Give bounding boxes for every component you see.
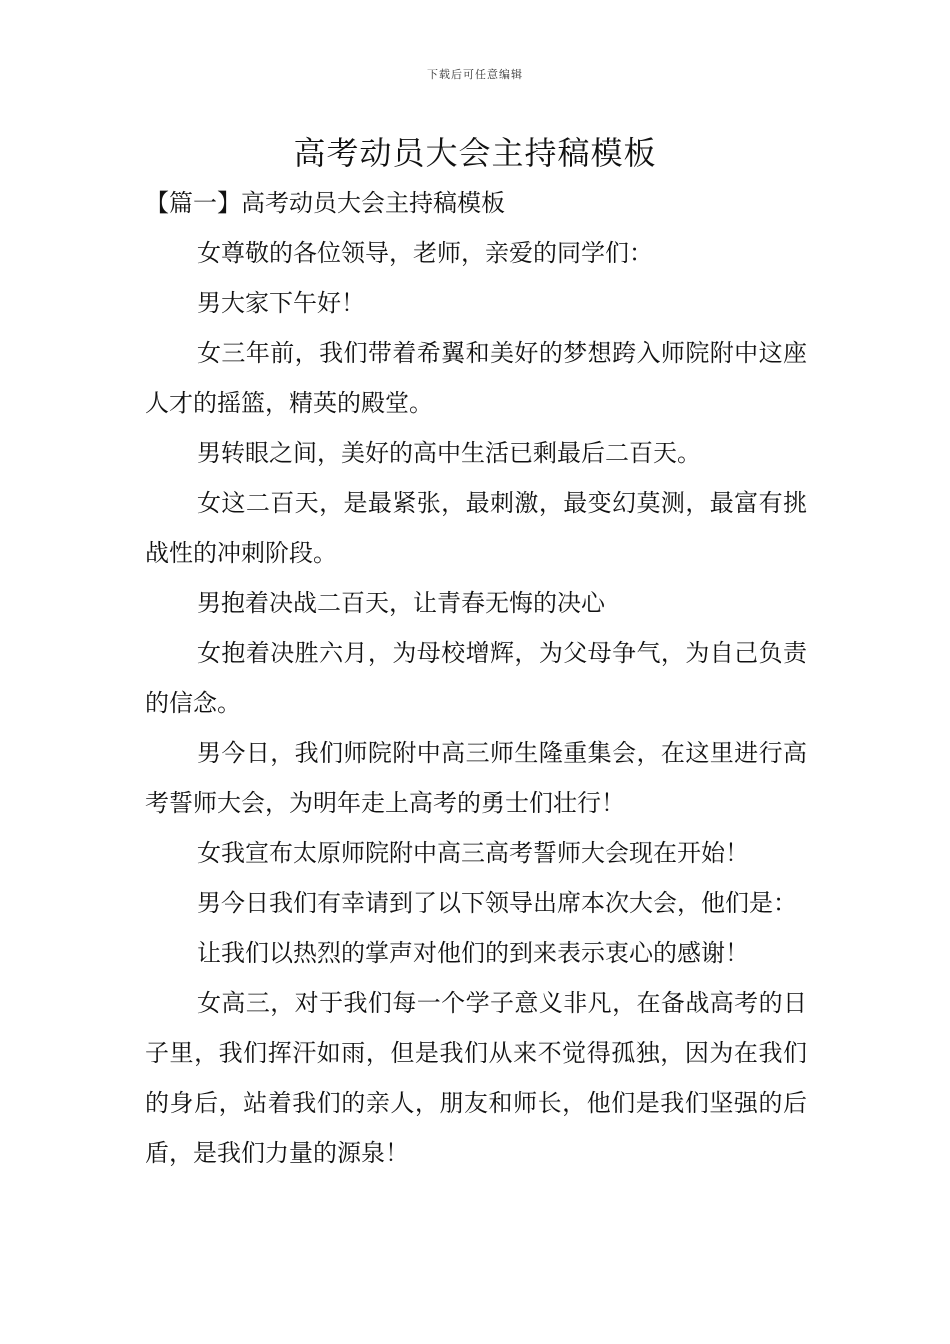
header-note: 下载后可任意编辑 (427, 68, 523, 81)
document-title: 高考动员大会主持稿模板 (293, 134, 657, 172)
section-heading: 【篇一】高考动员大会主持稿模板 (145, 189, 505, 217)
paragraph: 女这二百天，是最紧张，最刺激，最变幻莫测，最富有挑战性的冲刺阶段。 (145, 489, 807, 567)
paragraph: 男大家下午好！ (197, 289, 365, 317)
paragraph: 女抱着决胜六月，为母校增辉，为父母争气，为自己负责的信念。 (145, 639, 807, 717)
document-body (145, 178, 807, 1178)
paragraph: 男今日我们有幸请到了以下领导出席本次大会，他们是： (197, 889, 797, 917)
paragraph: 女高三，对于我们每一个学子意义非凡，在备战高考的日子里，我们挥汗如雨，但是我们从来不觉得孤独，因为在我们的身后，站着我们的亲人，朋友和师长，他们是我们坚强的后盾，是我们力量的源泉！ (145, 989, 807, 1167)
paragraph: 男转眼之间，美好的高中生活已剩最后二百天。 (197, 439, 701, 467)
paragraph: 男今日，我们师院附中高三师生隆重集会，在这里进行高考誓师大会，为明年走上高考的勇士们壮行！ (145, 739, 807, 817)
paragraph: 女我宣布太原师院附中高三高考誓师大会现在开始！ (197, 839, 749, 867)
paragraph: 让我们以热烈的掌声对他们的到来表示衷心的感谢！ (197, 939, 749, 967)
paragraph: 女三年前，我们带着希翼和美好的梦想跨入师院附中这座人才的摇篮，精英的殿堂。 (145, 339, 807, 417)
paragraph: 女尊敬的各位领导，老师，亲爱的同学们： (197, 239, 653, 267)
paragraph: 男抱着决战二百天，让青春无悔的决心 (197, 589, 605, 617)
